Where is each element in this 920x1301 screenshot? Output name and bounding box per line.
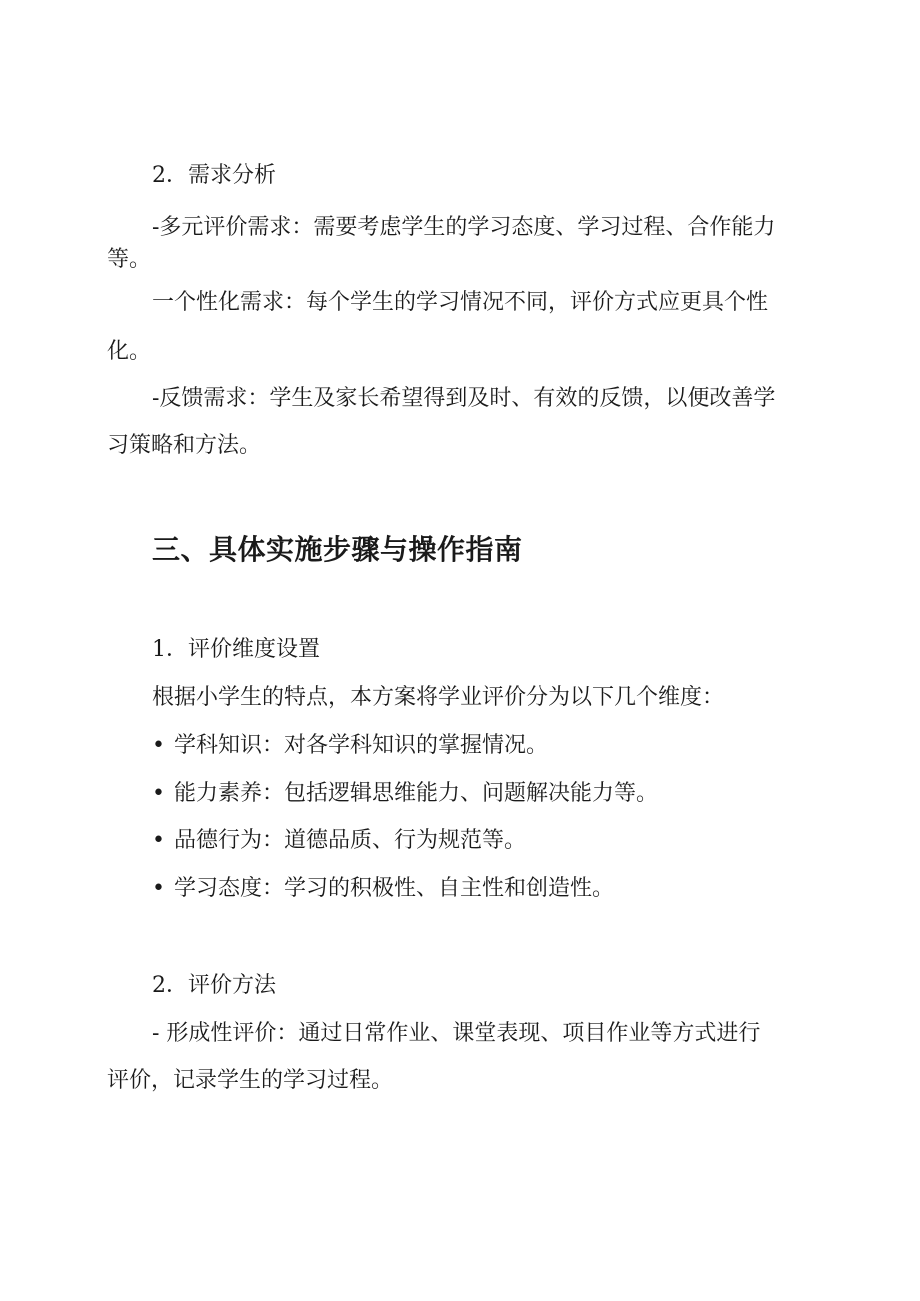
list-item (152, 779, 658, 809)
paragraph-line: 一个性化需求：每个学生的学习情况不同，评价方式应更具个性 (152, 290, 769, 315)
bullet-icon: • (152, 828, 165, 853)
paragraph-line: -多元评价需求：需要考虑学生的学习态度、学习过程、合作能力 (152, 215, 776, 240)
bullet-icon: • (152, 733, 165, 758)
paragraph-line: 等。 (107, 247, 152, 272)
list-item (152, 731, 548, 761)
list-item-text: 品德行为：道德品质、行为规范等。 (174, 828, 527, 853)
list-item-text: 学习态度：学习的积极性、自主性和创造性。 (174, 876, 615, 901)
bullet-icon: • (152, 876, 165, 901)
subsection-title-methods: 2．评价方法 (152, 973, 276, 998)
bullet-icon: • (152, 781, 165, 806)
paragraph-line: 化。 (107, 339, 152, 364)
chapter-heading: 三、具体实施步骤与操作指南 (152, 533, 523, 566)
paragraph-line: 习策略和方法。 (107, 433, 262, 458)
paragraph-line: - 形成性评价：通过日常作业、课堂表现、项目作业等方式进行 (152, 1021, 761, 1046)
paragraph-line: -反馈需求：学生及家长希望得到及时、有效的反馈，以便改善学 (152, 386, 776, 411)
list-item (152, 874, 614, 904)
paragraph-line: 根据小学生的特点，本方案将学业评价分为以下几个维度： (152, 685, 725, 710)
section-title-needs-analysis: 2．需求分析 (152, 163, 276, 188)
list-item-text: 能力素养：包括逻辑思维能力、问题解决能力等。 (174, 781, 659, 806)
list-item-text: 学科知识：对各学科知识的掌握情况。 (174, 733, 549, 758)
paragraph-line: 评价，记录学生的学习过程。 (107, 1068, 394, 1093)
list-item (152, 826, 526, 856)
subsection-title-dimensions: 1．评价维度设置 (152, 637, 320, 662)
